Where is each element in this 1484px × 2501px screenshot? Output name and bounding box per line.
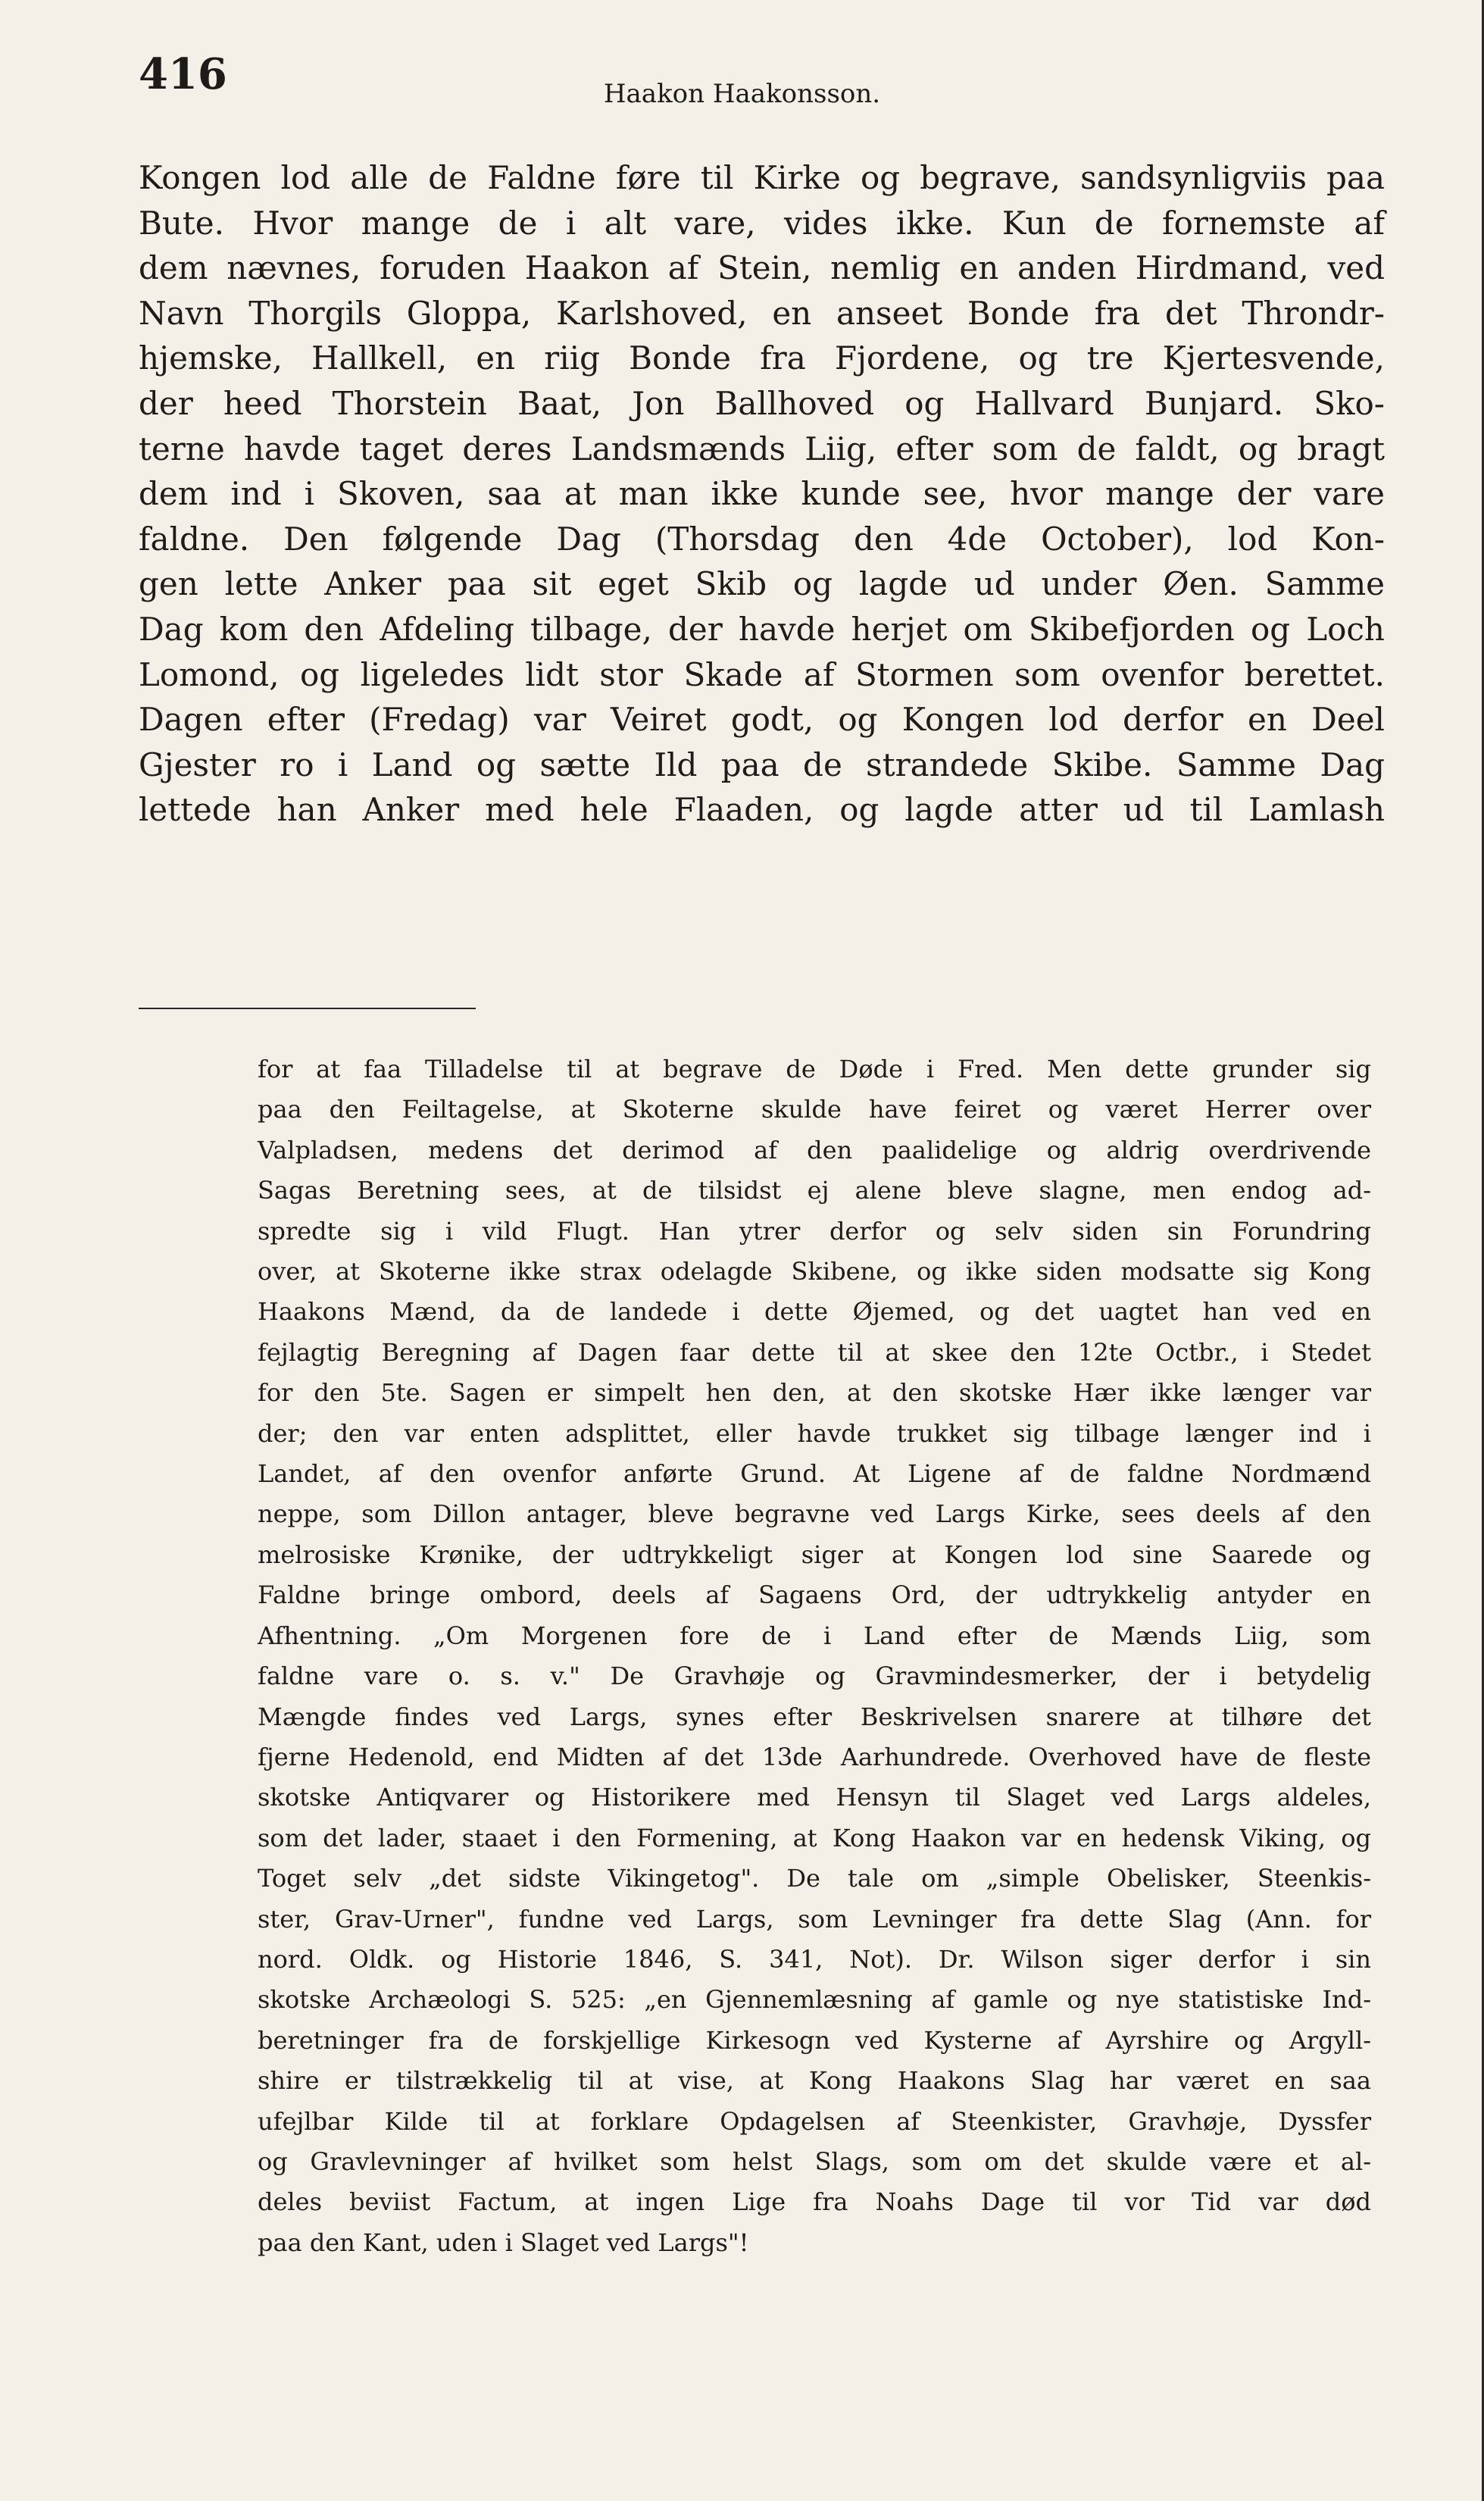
footnote-line: melrosiske Krønike, der udtrykkeligt siger at Kongen lod sine Saarede og	[258, 1540, 1371, 1569]
body-line: hjemske, Hallkell, en riig Bonde fra Fjordene, og tre Kjertesvende,	[139, 339, 1385, 377]
footnote-line: for den 5te. Sagen er simpelt hen den, at den skotske Hær ikke længer var	[258, 1378, 1371, 1408]
footnote-line: beretninger fra de forskjellige Kirkesogn ved Kysterne af Ayrshire og Argyll-	[258, 2025, 1371, 2055]
body-line: Kongen lod alle de Faldne føre til Kirke og begrave, sandsynligviis paa	[139, 159, 1385, 196]
body-line: gen lette Anker paa sit eget Skib og lagde ud under Øen. Samme	[139, 565, 1385, 603]
footnote-line: ster, Grav-Urner", fundne ved Largs, som Levninger fra dette Slag (Ann. for	[258, 1904, 1371, 1934]
footnote-line: Toget selv „det sidste Vikingetog". De tale om „simple Obelisker, Steenkis-	[258, 1864, 1371, 1893]
footnote-line: nord. Oldk. og Historie 1846, S. 341, Not). Dr. Wilson siger derfor i sin	[258, 1944, 1371, 1974]
footnote-line: som det lader, staaet i den Formening, at Kong Haakon var en hedensk Viking, og	[258, 1823, 1371, 1852]
running-title: Haakon Haakonsson.	[603, 79, 881, 109]
footnote-line: skotske Antiqvarer og Historikere med Hensyn til Slaget ved Largs aldeles,	[258, 1783, 1371, 1812]
body-line: Navn Thorgils Gloppa, Karlshoved, en anseet Bonde fra det Throndr-	[139, 294, 1385, 332]
body-line: dem nævnes, foruden Haakon af Stein, nemlig en anden Hirdmand, ved	[139, 249, 1385, 287]
footnote-line: Valpladsen, medens det derimod af den paalidelige og aldrig overdrivende	[258, 1135, 1371, 1165]
footnote-line: shire er tilstrækkelig til at vise, at Kong Haakons Slag har været en saa	[258, 2066, 1371, 2096]
footnote-line: over, at Skoterne ikke strax odelagde Skibene, og ikke siden modsatte sig Kong	[258, 1257, 1371, 1286]
footnote-line: faldne vare o. s. v." De Gravhøje og Gravmindesmerker, der i betydelig	[258, 1662, 1371, 1691]
footnote-line: Landet, af den ovenfor anførte Grund. At Ligene af de faldne Nordmænd	[258, 1459, 1371, 1489]
footnote-line: paa den Feiltagelse, at Skoterne skulde have feiret og været Herrer over	[258, 1095, 1371, 1124]
footnote-line: og Gravlevninger af hvilket som helst Slags, som om det skulde være et al-	[258, 2146, 1371, 2176]
body-line: Gjester ro i Land og sætte Ild paa de strandede Skibe. Samme Dag	[139, 746, 1385, 783]
body-line: faldne. Den følgende Dag (Thorsdag den 4de October), lod Kon-	[139, 520, 1385, 558]
body-line: Bute. Hvor mange de i alt vare, vides ikke. Kun de fornemste af	[139, 204, 1385, 242]
body-line: lettede han Anker med hele Flaaden, og lagde atter ud til Lamlash	[139, 791, 1385, 829]
footnote-line: paa den Kant, uden i Slaget ved Largs"!	[258, 2227, 749, 2257]
footnote-line: deles beviist Factum, at ingen Lige fra Noahs Dage til vor Tid var død	[258, 2187, 1371, 2217]
footnote-text	[258, 1049, 1371, 2263]
body-line: der heed Thorstein Baat, Jon Ballhoved og Hallvard Bunjard. Sko-	[139, 384, 1385, 422]
footnote-line: ufejlbar Kilde til at forklare Opdagelsen af Steenkister, Gravhøje, Dyssfer	[258, 2106, 1371, 2136]
body-line: Lomond, og ligeledes lidt stor Skade af Stormen som ovenfor berettet.	[139, 655, 1385, 693]
page-number: 416	[139, 49, 227, 99]
footnote-line: Haakons Mænd, da de landede i dette Øjemed, og det uagtet han ved en	[258, 1297, 1371, 1327]
footnote-line: der; den var enten adsplittet, eller havde trukket sig tilbage længer ind i	[258, 1418, 1371, 1448]
footnote-line: Mængde findes ved Largs, synes efter Beskrivelsen snarere at tilhøre det	[258, 1702, 1371, 1731]
footnote-separator-rule	[139, 1008, 476, 1009]
footnote-line: fejlagtig Beregning af Dagen faar dette til at skee den 12te Octbr., i Stedet	[258, 1337, 1371, 1367]
body-line: Dag kom den Afdeling tilbage, der havde herjet om Skibefjorden og Loch	[139, 610, 1385, 648]
footnote-line: Afhentning. „Om Morgenen fore de i Land efter de Mænds Liig, som	[258, 1621, 1371, 1650]
footnote-line: Faldne bringe ombord, deels af Sagaens Ord, der udtrykkelig antyder en	[258, 1580, 1371, 1610]
footnote-line: fjerne Hedenold, end Midten af det 13de Aarhundrede. Overhoved have de fleste	[258, 1742, 1371, 1771]
footnote-line: Sagas Beretning sees, at de tilsidst ej alene bleve slagne, men endog ad-	[258, 1176, 1371, 1205]
footnote-line: skotske Archæologi S. 525: „en Gjennemlæsning af gamle og nye statistiske Ind-	[258, 1985, 1371, 2015]
footnote-line: spredte sig i vild Flugt. Han ytrer derfor og selv siden sin Forundring	[258, 1216, 1371, 1246]
body-line: dem ind i Skoven, saa at man ikke kunde see, hvor mange der vare	[139, 475, 1385, 513]
footnote-line: neppe, som Dillon antager, bleve begravne ved Largs Kirke, sees deels af den	[258, 1499, 1371, 1529]
body-line: Dagen efter (Fredag) var Veiret godt, og Kongen lod derfor en Deel	[139, 701, 1385, 739]
main-body-text	[139, 155, 1385, 833]
footnote-line: for at faa Tilladelse til at begrave de Døde i Fred. Men dette grunder sig	[258, 1055, 1371, 1083]
body-line: terne havde taget deres Landsmænds Liig, efter som de faldt, og bragt	[139, 430, 1385, 467]
